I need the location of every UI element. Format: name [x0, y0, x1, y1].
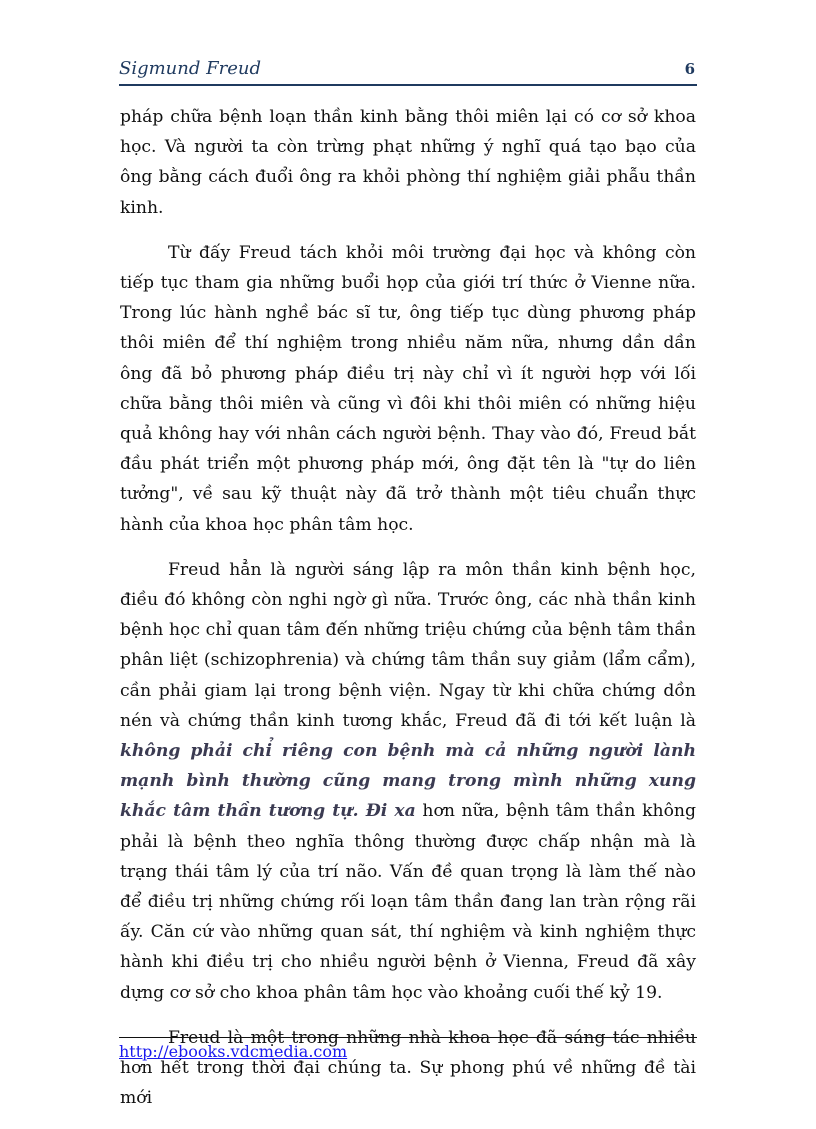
footer-link[interactable]: http://ebooks.vdcmedia.com: [119, 1042, 348, 1061]
page-number: 6: [684, 60, 695, 78]
paragraph-3-lead: Freud hẳn là người sáng lập ra môn thần kinh bệnh học, điều đó không còn nghi ngờ gì nữa. Trước ông, các nhà thần kinh bệnh học chỉ quan tâm đến những triệu chứng của bệnh tâm thần phân liệt (schizophrenia) và chứng tâm thần suy giảm (lẩm cẩm), cần phải giam lại trong bệnh viện. Ngay từ khi chữa chứng dồn nén và chứng thần kinh tương khắc, Freud đã đi tới kết luận là: [120, 559, 696, 731]
paragraph-3: [120, 555, 696, 1008]
page-header: [119, 58, 697, 84]
paragraph-1: pháp chữa bệnh loạn thần kinh bằng thôi miên lại có cơ sở khoa học. Và người ta còn trừng phạt những ý nghĩ quá tạo bạo của ông bằng cách đuổi ông ra khỏi phòng thí nghiệm giải phẫu thần kinh.: [120, 107, 696, 218]
page-body: [120, 102, 696, 1129]
running-header-author: Sigmund Freud: [119, 58, 261, 79]
paragraph-4: Freud là một trong những nhà khoa học đã sáng tác nhiều hơn hết trong thời đại chúng ta. Sự phong phú về những đề tài mới: [120, 1027, 696, 1109]
header-divider: [119, 84, 697, 86]
footer-divider: [119, 1037, 697, 1038]
paragraph-2: Từ đấy Freud tách khỏi môi trường đại học và không còn tiếp tục tham gia những buổi họp của giới trí thức ở Vienne nữa. Trong lúc hành nghề bác sĩ tư, ông tiếp tục dùng phương pháp thôi miên để thí nghiệm trong nhiều năm nữa, nhưng dần dần ông đã bỏ phương pháp điều trị này chỉ vì ít người hợp với lối chữa bằng thôi miên và cũng vì đôi khi thôi miên có những hiệu quả không hay với nhân cách người bệnh. Thay vào đó, Freud bắt đầu phát triển một phương pháp mới, ông đặt tên là "tự do liên tưởng", về sau kỹ thuật này đã trở thành một tiêu chuẩn thực hành của khoa học phân tâm học.: [120, 242, 696, 535]
paragraph-3-tail: hơn nữa, bệnh tâm thần không phải là bệnh theo nghĩa thông thường được chấp nhận mà là trạng thái tâm lý của trí não. Vấn đề quan trọng là làm thế nào để điều trị những chứng rối loạn tâm thần đang lan tràn rộng rãi ấy. Căn cứ vào những quan sát, thí nghiệm và kinh nghiệm thực hành khi điều trị cho nhiều người bệnh ở Vienna, Freud đã xây dựng cơ sở cho khoa phân tâm học vào khoảng cuối thế kỷ 19.: [120, 801, 696, 1003]
paragraph-3-emphasis: không phải chỉ riêng con bệnh mà cả những người lành mạnh bình thường cũng mang trong mình những xung khắc tâm thần tương tự. Đi xa: [120, 741, 696, 822]
